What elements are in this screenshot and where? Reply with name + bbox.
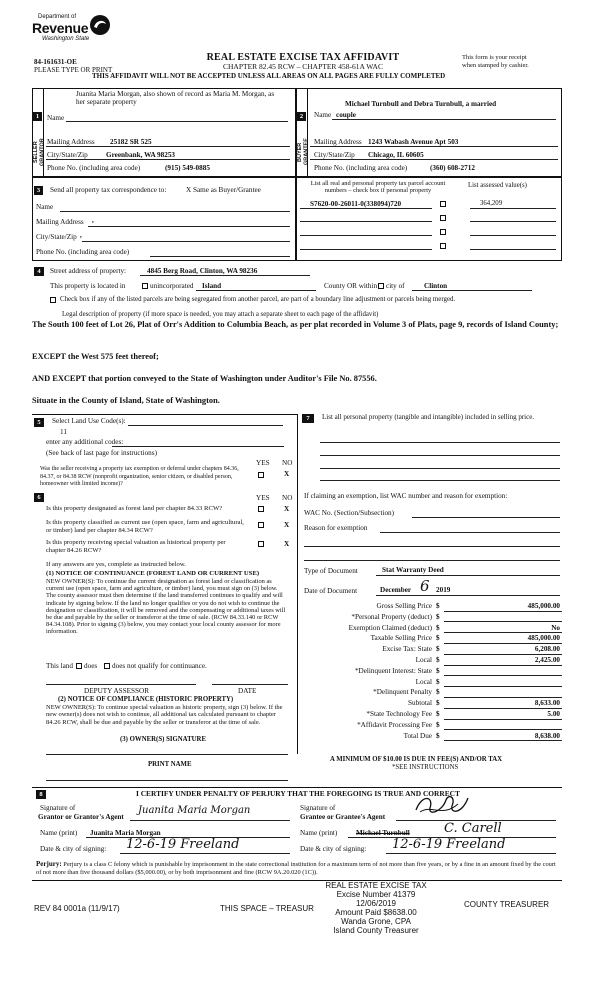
parcel-checkbox-2[interactable] bbox=[440, 215, 446, 221]
corr-name-line[interactable] bbox=[60, 211, 290, 212]
perjury-block bbox=[36, 861, 562, 877]
corr-phone-label: Phone No. (including area code) bbox=[36, 248, 130, 256]
pp-line-2[interactable] bbox=[320, 455, 560, 456]
tax-row-line bbox=[444, 621, 562, 622]
tax-row-value[interactable]: 8,638.00 bbox=[534, 731, 560, 740]
reason-line-2[interactable] bbox=[304, 546, 560, 547]
legal-label: Legal description of property (if more space is needed, you may attach a separate sheet to each page of the affidavit) bbox=[62, 311, 379, 318]
buyer-addr-line bbox=[310, 146, 558, 147]
buyer-city[interactable]: Chicago, IL 60605 bbox=[368, 151, 424, 159]
buyer-name-label: Name bbox=[314, 111, 332, 119]
tax-row-currency: $ bbox=[436, 699, 440, 708]
seller-city-line bbox=[46, 159, 290, 160]
tax-row-line bbox=[444, 665, 562, 666]
buyer-name-2: couple bbox=[336, 111, 356, 119]
city-value[interactable]: Clinton bbox=[424, 282, 448, 290]
footer-divider bbox=[32, 880, 562, 881]
tax-row-currency: $ bbox=[436, 666, 440, 675]
tax-row-value[interactable]: 8,633.00 bbox=[534, 699, 560, 708]
forest-yes-checkbox[interactable] bbox=[258, 506, 264, 512]
owner-signature-label: (3) OWNER(S) SIGNATURE bbox=[120, 736, 206, 743]
logo-top: Department of bbox=[38, 14, 77, 20]
exemption-yes-checkbox[interactable] bbox=[258, 472, 264, 478]
does-not-checkbox[interactable] bbox=[104, 663, 110, 669]
print-name-line[interactable] bbox=[46, 780, 288, 781]
parcel-checkbox-4[interactable] bbox=[440, 243, 446, 249]
if-yes-note: If any answers are yes, complete as instructed below. bbox=[46, 561, 186, 568]
tax-row-label: *Delinquent Interest: State bbox=[354, 666, 432, 675]
seller-section-badge: 1 bbox=[33, 112, 42, 121]
s6-no-header: NO bbox=[282, 494, 293, 502]
tax-calculation bbox=[298, 602, 562, 742]
section8-frame bbox=[32, 787, 562, 788]
tax-row-currency: $ bbox=[436, 677, 440, 686]
tax-row-currency: $ bbox=[436, 720, 440, 729]
tax-row-currency: $ bbox=[436, 634, 440, 643]
parcel-line-3[interactable] bbox=[300, 235, 432, 236]
tax-row-line bbox=[444, 740, 562, 741]
stamp-line-2: Excise Number 41379 bbox=[336, 890, 416, 899]
personal-property-label: List all personal property (tangible and intangible) included in selling price. bbox=[322, 413, 535, 421]
this-land-label: This land bbox=[46, 662, 73, 670]
tax-row-currency: $ bbox=[436, 731, 440, 740]
tax-row-currency: $ bbox=[436, 623, 440, 632]
property-section-badge: 4 bbox=[34, 267, 44, 276]
seller-name-line bbox=[66, 121, 288, 122]
print-name-label: PRINT NAME bbox=[148, 761, 192, 768]
see-instructions: *SEE INSTRUCTIONS bbox=[392, 764, 459, 771]
tax-row-value[interactable]: 485,000.00 bbox=[527, 634, 560, 643]
city-of-label: city of bbox=[386, 282, 405, 290]
seller-addr-line bbox=[46, 146, 290, 147]
grantor-sig-label-2: Grantor or Grantor's Agent bbox=[38, 813, 124, 821]
logo-sub: Washington State bbox=[42, 36, 90, 42]
tax-row-value[interactable]: 485,000.00 bbox=[527, 602, 560, 610]
parcel-line-4[interactable] bbox=[300, 249, 432, 250]
tax-row-line bbox=[444, 643, 562, 644]
tax-row-label: Local bbox=[415, 677, 432, 686]
same-as-buyer-checkbox[interactable]: X Same as Buyer/Grantee bbox=[186, 186, 261, 194]
grantee-date-label: Date & city of signing: bbox=[300, 845, 367, 853]
minimum-note: A MINIMUM OF $10.00 IS DUE IN FEE(S) AND/OR TAX bbox=[330, 756, 503, 763]
tax-row-value[interactable]: 6,208.00 bbox=[534, 645, 560, 654]
tax-row-currency: $ bbox=[436, 656, 440, 664]
historic-no-answer[interactable]: X bbox=[284, 540, 290, 548]
exemption-claim-label: If claiming an exemption, list WAC number and reason for exemption: bbox=[304, 492, 508, 500]
form-id: 84-161631-OE bbox=[34, 58, 77, 66]
section6-badge: 6 bbox=[34, 493, 44, 502]
parcel-checkbox-3[interactable] bbox=[440, 229, 446, 235]
tax-row-label: Excise Tax: State bbox=[382, 645, 432, 654]
tax-row-label: Total Due bbox=[403, 731, 432, 740]
street-line bbox=[140, 275, 310, 276]
grantor-sig-line bbox=[130, 820, 290, 821]
stamp-line-1: REAL ESTATE EXCISE TAX bbox=[325, 881, 427, 890]
segregated-checkbox[interactable] bbox=[50, 297, 56, 303]
pp-line-3[interactable] bbox=[320, 468, 560, 469]
grantor-signature[interactable]: Juanita Maria Morgan bbox=[138, 805, 251, 816]
tax-row-line bbox=[444, 708, 562, 709]
buyer-name-line bbox=[332, 119, 556, 120]
grantor-date-label: Date & city of signing: bbox=[40, 845, 107, 853]
buyer-name-1: Michael Turnbull and Debra Turnbull, a married bbox=[345, 100, 497, 108]
perjury-title: Perjury: bbox=[36, 860, 62, 868]
corr-city-label: City/State/Zip bbox=[36, 233, 77, 241]
located-label: This property is located in bbox=[50, 282, 126, 290]
treasurer-space: THIS SPACE – TREASUR bbox=[220, 904, 314, 913]
tax-row-value[interactable]: 5.00 bbox=[547, 710, 560, 718]
grantor-date-line bbox=[120, 853, 290, 854]
corr-city-mark: , bbox=[80, 231, 82, 239]
notice1-title: (1) NOTICE OF CONTINUANCE (FOREST LAND OR CURRENT USE) bbox=[46, 570, 260, 577]
doc-type-label: Type of Document bbox=[304, 567, 358, 575]
seller-name: Juanita Maria Morgan, also shown of record as Maria M. Morgan, as her separate property bbox=[76, 90, 275, 107]
seller-phone[interactable]: (915) 549-0885 bbox=[165, 164, 210, 172]
historic-yes-checkbox[interactable] bbox=[258, 541, 264, 547]
stamp-line-5: Wanda Grone, CPA bbox=[341, 917, 411, 926]
tax-row-currency: $ bbox=[436, 602, 440, 610]
corr-addr-label: Mailing Address bbox=[36, 218, 84, 226]
parcels-header-2: numbers – check box if personal property bbox=[324, 187, 432, 194]
s6-yes-header: YES bbox=[256, 494, 270, 502]
does-not-label: does not qualify for continuance. bbox=[112, 662, 207, 670]
corr-phone-line[interactable] bbox=[150, 256, 290, 257]
doc-date-line bbox=[376, 595, 560, 596]
notice2-title: (2) NOTICE OF COMPLIANCE (HISTORIC PROPERTY) bbox=[58, 696, 234, 703]
treasurer-stamp bbox=[306, 881, 446, 935]
unincorporated-label: unincorporated bbox=[150, 282, 194, 290]
landuse-yes-header: YES bbox=[256, 459, 270, 467]
legal-description-4: Situate in the County of Island, State of Washington. bbox=[32, 396, 220, 405]
stamp-line-6: Island County Treasurer bbox=[333, 926, 419, 935]
assessed-value-1[interactable]: 364,209 bbox=[480, 200, 503, 207]
landuse-additional-label: enter any additional codes: bbox=[46, 438, 124, 446]
segregated-note: Check box if any of the listed parcels are being segregated from another parcel, are part of a boundary line adjustment or parcels being merged. bbox=[60, 296, 456, 303]
current-use-question: Is this property classified as current use (open space, farm and agricultural, or timber) land per chapter 84.34 RCW? bbox=[46, 519, 244, 534]
tax-row-line bbox=[444, 729, 562, 730]
legal-description-3: AND EXCEPT that portion conveyed to the State of Washington under Auditor's File No. 87556. bbox=[32, 374, 377, 383]
buyer-addr-label: Mailing Address bbox=[314, 138, 362, 146]
city-line bbox=[412, 290, 532, 291]
landuse-see-back: (See back of last page for instructions) bbox=[46, 449, 157, 457]
grantee-name-label: Name (print) bbox=[300, 829, 338, 837]
doc-type-line bbox=[376, 575, 560, 576]
doc-date-month[interactable]: December bbox=[380, 586, 412, 594]
buyer-address[interactable]: 1243 Wabash Avenue Apt 503 bbox=[368, 138, 459, 146]
tax-row-label: *Affidavit Processing Fee bbox=[357, 720, 432, 729]
tax-row-line bbox=[444, 686, 562, 687]
notice2-body: NEW OWNER(S): To continue special valuation as historic property, sign (3) below. If the new owner(s) does not wish to continue, all additional tax calculated pursuant to chapter 84.26 RCW, shall be due and payable by the seller or transferor at the time of sale. bbox=[46, 704, 283, 726]
corr-addr-mark: , bbox=[92, 216, 94, 224]
logo-swirl-icon bbox=[88, 14, 112, 36]
does-checkbox[interactable] bbox=[76, 663, 82, 669]
corr-city-line[interactable] bbox=[82, 241, 290, 242]
tax-row-line bbox=[444, 719, 562, 720]
assessed-line-1 bbox=[470, 208, 556, 209]
corr-addr-line[interactable] bbox=[88, 226, 290, 227]
grantee-date-city[interactable]: 12-6-19 Freeland bbox=[392, 837, 506, 852]
landuse-label: Select Land Use Code(s): bbox=[52, 417, 126, 425]
section7-badge: 7 bbox=[302, 414, 314, 423]
notice1-body: NEW OWNER(S): To continue the current designation as forest land or classification as current use (open space, farm and agriculture, or timber) land, you must sign on (3) below. The county assessor must then determine if the land transferred continues to qualify and will indicate by signing below. If the land no longer qualifies or you do not wish to continue the designation or classification, it will be removed and the compensating or additional taxes will be due and payable by the seller or transferor at the time of sale. (RCW 84.33.140 or RCW 84.34.108). Prior to signing (3) below, you may contact your local county assessor for more information. bbox=[46, 578, 286, 636]
unincorporated-checkbox[interactable] bbox=[142, 283, 148, 289]
buyer-phone[interactable]: (360) 608-2712 bbox=[430, 164, 475, 172]
assessed-line-4[interactable] bbox=[470, 249, 556, 250]
current-use-no-answer[interactable]: X bbox=[284, 521, 290, 529]
wac-label: WAC No. (Section/Subsection) bbox=[304, 509, 395, 517]
grantee-name-hand[interactable]: C. Carell bbox=[444, 821, 502, 836]
reason-line-1[interactable] bbox=[380, 532, 560, 533]
receipt-note-1: This form is your receipt bbox=[462, 54, 527, 61]
doc-date-label: Date of Document bbox=[304, 587, 358, 595]
doc-date-day[interactable]: 6 bbox=[420, 577, 430, 595]
revenue-logo bbox=[32, 14, 112, 48]
exemption-question: Was the seller receiving a property tax exemption or deferral under chapters 84.36, 84.37, or 84.38 RCW (nonprofit organization, senior citizen, or disabled person, homeowner with limited income)? bbox=[40, 466, 239, 487]
grantee-name[interactable]: Michael Turnbull bbox=[356, 829, 410, 837]
tax-row-currency: $ bbox=[436, 612, 440, 621]
receipt-note-2: when stamped by cashier. bbox=[462, 62, 529, 69]
legal-description-2: EXCEPT the West 575 feet thereof; bbox=[32, 352, 159, 361]
buyer-side-label: BUYER GRANTEE bbox=[297, 138, 310, 166]
tax-row-value[interactable]: 2,425.00 bbox=[534, 656, 560, 664]
county-treasurer: COUNTY TREASURER bbox=[464, 900, 550, 909]
correspondence-section-badge: 3 bbox=[34, 186, 43, 195]
tax-row-label: Exemption Claimed (deduct) bbox=[348, 623, 432, 632]
tax-row-label: Gross Selling Price bbox=[376, 602, 432, 610]
deputy-sig-line[interactable] bbox=[46, 684, 196, 685]
landuse-code[interactable]: 11 bbox=[60, 428, 67, 436]
header-warning: THIS AFFIDAVIT WILL NOT BE ACCEPTED UNLESS ALL AREAS ON ALL PAGES ARE FULLY COMPLETED bbox=[92, 72, 446, 80]
seller-city[interactable]: Greenbank, WA 98253 bbox=[106, 151, 176, 159]
grantee-date-line bbox=[386, 853, 556, 854]
buyer-section-badge: 2 bbox=[297, 112, 306, 121]
buyer-phone-label: Phone No. (including area code) bbox=[314, 164, 408, 172]
seller-city-label: City/State/Zip bbox=[47, 151, 88, 159]
reason-line-3[interactable] bbox=[304, 560, 560, 561]
county-value[interactable]: Island bbox=[202, 282, 222, 290]
forest-question: Is this property designated as forest land per chapter 84.33 RCW? bbox=[46, 505, 223, 512]
assessed-header: List assessed value(s) bbox=[468, 182, 527, 189]
pp-line-1[interactable] bbox=[320, 442, 560, 443]
street-address[interactable]: 4845 Berg Road, Clinton, WA 98236 bbox=[147, 267, 258, 275]
seller-addr-label: Mailing Address bbox=[47, 138, 95, 146]
parcel-account-1[interactable]: S7620-00-26011-0(338094)720 bbox=[310, 200, 402, 208]
certify-heading: I CERTIFY UNDER PENALTY OF PERJURY THAT THE FOREGOING IS TRUE AND CORRECT bbox=[136, 789, 460, 798]
pp-line-4[interactable] bbox=[320, 480, 560, 481]
city-of-checkbox[interactable] bbox=[378, 283, 384, 289]
grantee-signature-scribble[interactable] bbox=[412, 792, 472, 820]
parcel-checkbox-1[interactable] bbox=[440, 201, 446, 207]
tax-row-line bbox=[444, 675, 562, 676]
seller-address[interactable]: 25182 SR 525 bbox=[110, 138, 152, 146]
deputy-date-label: DATE bbox=[238, 687, 257, 695]
form-chapters: CHAPTER 82.45 RCW – CHAPTER 458-61A WAC bbox=[223, 62, 383, 71]
tax-row-label: Subtotal bbox=[408, 699, 432, 708]
logo-main: Revenue bbox=[32, 20, 89, 36]
tax-row-line bbox=[444, 611, 562, 612]
wac-line[interactable] bbox=[412, 517, 560, 518]
doc-date-year[interactable]: 2019 bbox=[436, 586, 451, 594]
correspondence-label: Send all property tax correspondence to: bbox=[50, 186, 167, 194]
tax-row-label: *Delinquent Penalty bbox=[373, 688, 432, 697]
doc-type-value[interactable]: Stat Warranty Deed bbox=[382, 566, 444, 574]
parcel-line-2[interactable] bbox=[300, 221, 432, 222]
type-note: PLEASE TYPE OR PRINT bbox=[34, 66, 113, 74]
parcels-header-1: List all real and personal property tax parcel account bbox=[310, 180, 446, 187]
landuse-section-badge: 5 bbox=[34, 418, 44, 427]
tax-row-value[interactable]: No bbox=[551, 623, 560, 632]
section8-badge: 8 bbox=[36, 790, 46, 799]
assessed-line-3[interactable] bbox=[470, 235, 556, 236]
deputy-assessor-label: DEPUTY ASSESSOR bbox=[84, 687, 150, 695]
grantor-sig-label-1: Signature of bbox=[40, 804, 76, 812]
buyer-city-label: City/State/Zip bbox=[314, 151, 355, 159]
historic-question: Is this property receiving special valuation as historical property per chapter 84.26 RCW? bbox=[46, 539, 226, 554]
landuse-additional-line[interactable] bbox=[112, 446, 284, 447]
assessed-line-2[interactable] bbox=[470, 221, 556, 222]
seller-side-label: SELLER GRANTOR bbox=[33, 138, 46, 166]
street-label: Street address of property: bbox=[50, 267, 127, 275]
deputy-date-line[interactable] bbox=[212, 684, 288, 685]
parcel-line-1 bbox=[300, 208, 432, 209]
perjury-text: Perjury is a class C felony which is punishable by imprisonment in the state correctional institution for a maximum term of not more than five years, or by a fine in an amount fixed by the court of not more than five thousand dollars ($5,000.00), or by both imprisonment and fine (RCW 9A.20.020 (1C)). bbox=[36, 861, 556, 876]
landuse-line bbox=[128, 425, 283, 426]
current-use-yes-checkbox[interactable] bbox=[258, 522, 264, 528]
corr-name-label: Name bbox=[36, 203, 54, 211]
grantee-sig-label-1: Signature of bbox=[300, 804, 336, 812]
does-label: does bbox=[84, 662, 98, 670]
tax-row-label: *State Technology Fee bbox=[366, 710, 432, 718]
reason-label: Reason for exemption bbox=[304, 524, 368, 532]
exemption-no-answer[interactable]: X bbox=[284, 470, 290, 478]
owner-sig-line[interactable] bbox=[46, 754, 288, 755]
landuse-no-header: NO bbox=[282, 459, 293, 467]
tax-row-label: Local bbox=[415, 656, 432, 664]
legal-description-1: The South 100 feet of Lot 26, Plat of Orr's Addition to Columbia Beach, as per plat recorded in Volume 3 of Plats, page 9, records of Island County; bbox=[32, 320, 559, 329]
tax-row-line bbox=[444, 654, 562, 655]
stamp-line-3: 12/06/2019 bbox=[355, 899, 397, 908]
rev-code: REV 84 0001a (11/9/17) bbox=[34, 904, 120, 913]
seller-name-label: Name bbox=[47, 114, 65, 122]
tax-row-currency: $ bbox=[436, 688, 440, 697]
county-label: County OR within bbox=[324, 282, 378, 290]
tax-row-currency: $ bbox=[436, 710, 440, 718]
grantee-sig-label-2: Grantee or Grantee's Agent bbox=[300, 813, 386, 821]
grantor-name[interactable]: Juanita Maria Morgan bbox=[90, 829, 161, 837]
forest-no-answer[interactable]: X bbox=[284, 505, 290, 513]
tax-row-line bbox=[444, 697, 562, 698]
buyer-city-line bbox=[310, 159, 558, 160]
seller-phone-label: Phone No. (including area code) bbox=[47, 164, 141, 172]
grantor-date-city[interactable]: 12-6-19 Freeland bbox=[126, 837, 240, 852]
tax-row-label: Taxable Selling Price bbox=[370, 634, 432, 643]
form-title: REAL ESTATE EXCISE TAX AFFIDAVIT bbox=[206, 52, 400, 63]
tax-row-label: *Personal Property (deduct) bbox=[351, 612, 432, 621]
tax-row-currency: $ bbox=[436, 645, 440, 654]
stamp-line-4: Amount Paid $8638.00 bbox=[335, 908, 417, 917]
grantor-name-label: Name (print) bbox=[40, 829, 78, 837]
county-line bbox=[196, 290, 316, 291]
tax-row-line bbox=[444, 632, 562, 633]
